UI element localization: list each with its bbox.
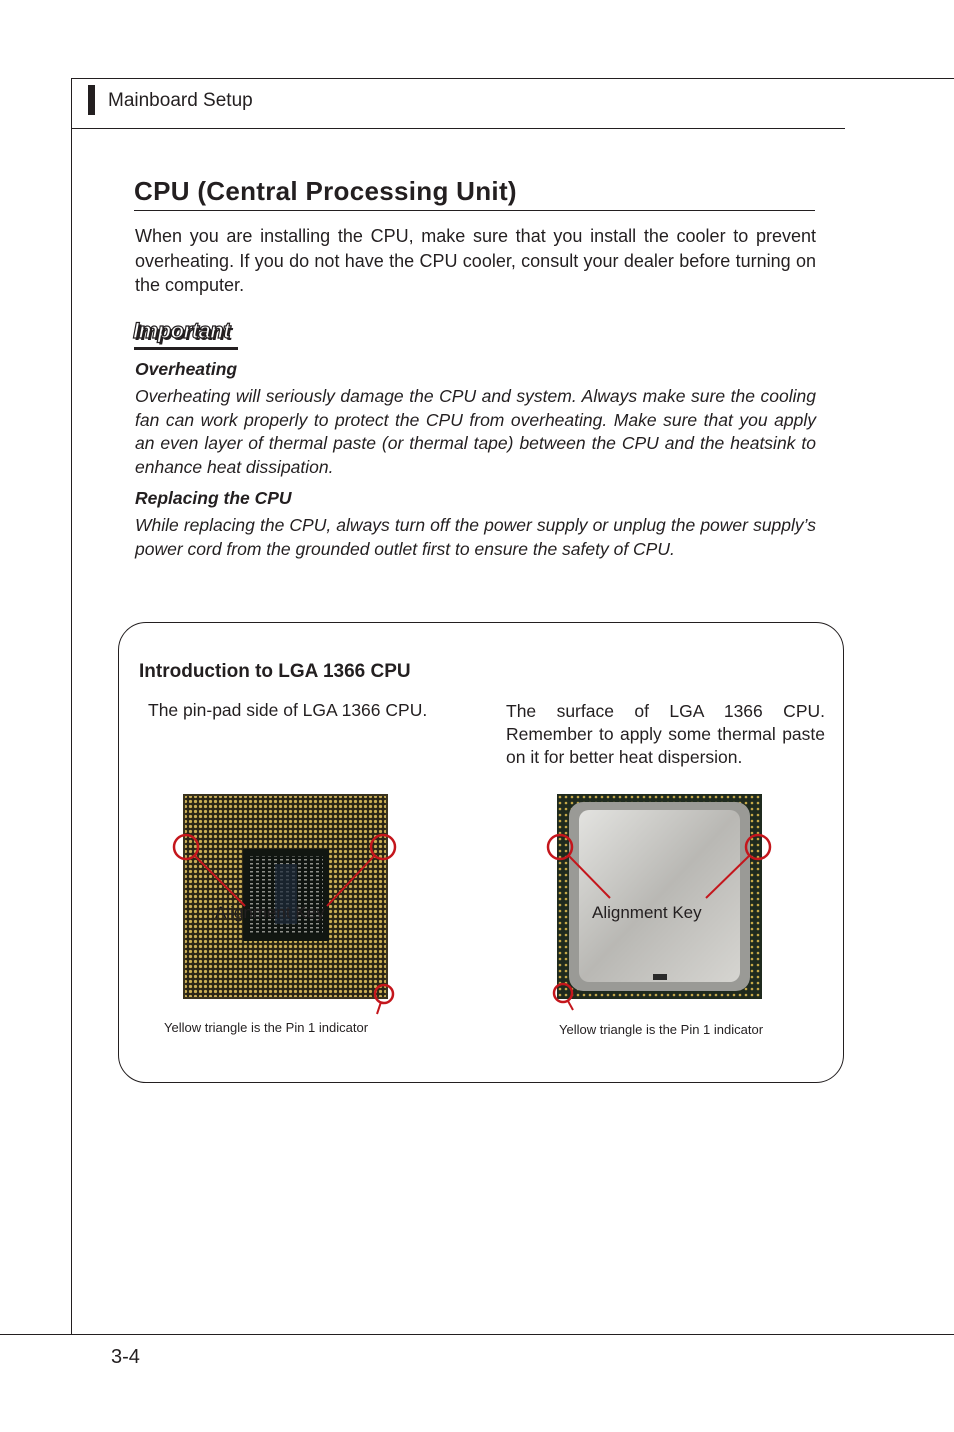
replacing-cpu-title: Replacing the CPU	[135, 488, 292, 508]
heading-rule	[134, 210, 815, 211]
lga-box-title: Introduction to LGA 1366 CPU	[139, 661, 411, 682]
surface-key-markers	[540, 828, 780, 1018]
overheating-text: Overheating will seriously damage the CPU and system. Always make sure the cooling fan can work properly to protect the CPU from overheating. Make sure that you apply an even layer of thermal paste (or thermal tape) between the CPU and the heatsink to enhance heat dissipation.	[135, 386, 816, 477]
header-bottom-rule	[71, 128, 845, 129]
section-marker	[88, 85, 95, 115]
pin-pad-caption: The pin-pad side of LGA 1366 CPU.	[148, 700, 428, 720]
overheating-title: Overheating	[135, 359, 238, 379]
left-margin-rule	[71, 78, 72, 1335]
surface-pin1-note: Yellow triangle is the Pin 1 indicator	[559, 1022, 764, 1037]
page-number: 3-4	[111, 1346, 140, 1368]
replacing-cpu-text: While replacing the CPU, always turn off the power supply or unplug the power supply’s power cord from the grounded outlet first to ensure the safety of CPU.	[135, 515, 816, 559]
footer-rule	[0, 1334, 954, 1335]
pin-pad-pin1-note: Yellow triangle is the Pin 1 indicator	[164, 1020, 369, 1035]
surface-caption: The surface of LGA 1366 CPU. Remember to apply some thermal paste on it for better heat dispersion.	[506, 701, 825, 767]
surface-alignment-key-label: Alignment Key	[592, 903, 702, 922]
page-heading: CPU (Central Processing Unit)	[134, 176, 517, 206]
section-title: Mainboard Setup	[108, 90, 253, 111]
important-underline	[134, 347, 238, 350]
important-label: Important	[133, 318, 230, 343]
pin-pad-alignment-key-label: Alignment Key	[215, 903, 325, 922]
intro-paragraph: When you are installing the CPU, make sure that you install the cooler to prevent overheating. If you do not have the CPU cooler, consult your dealer before turning on the computer.	[135, 226, 816, 295]
header-top-rule	[71, 78, 954, 79]
